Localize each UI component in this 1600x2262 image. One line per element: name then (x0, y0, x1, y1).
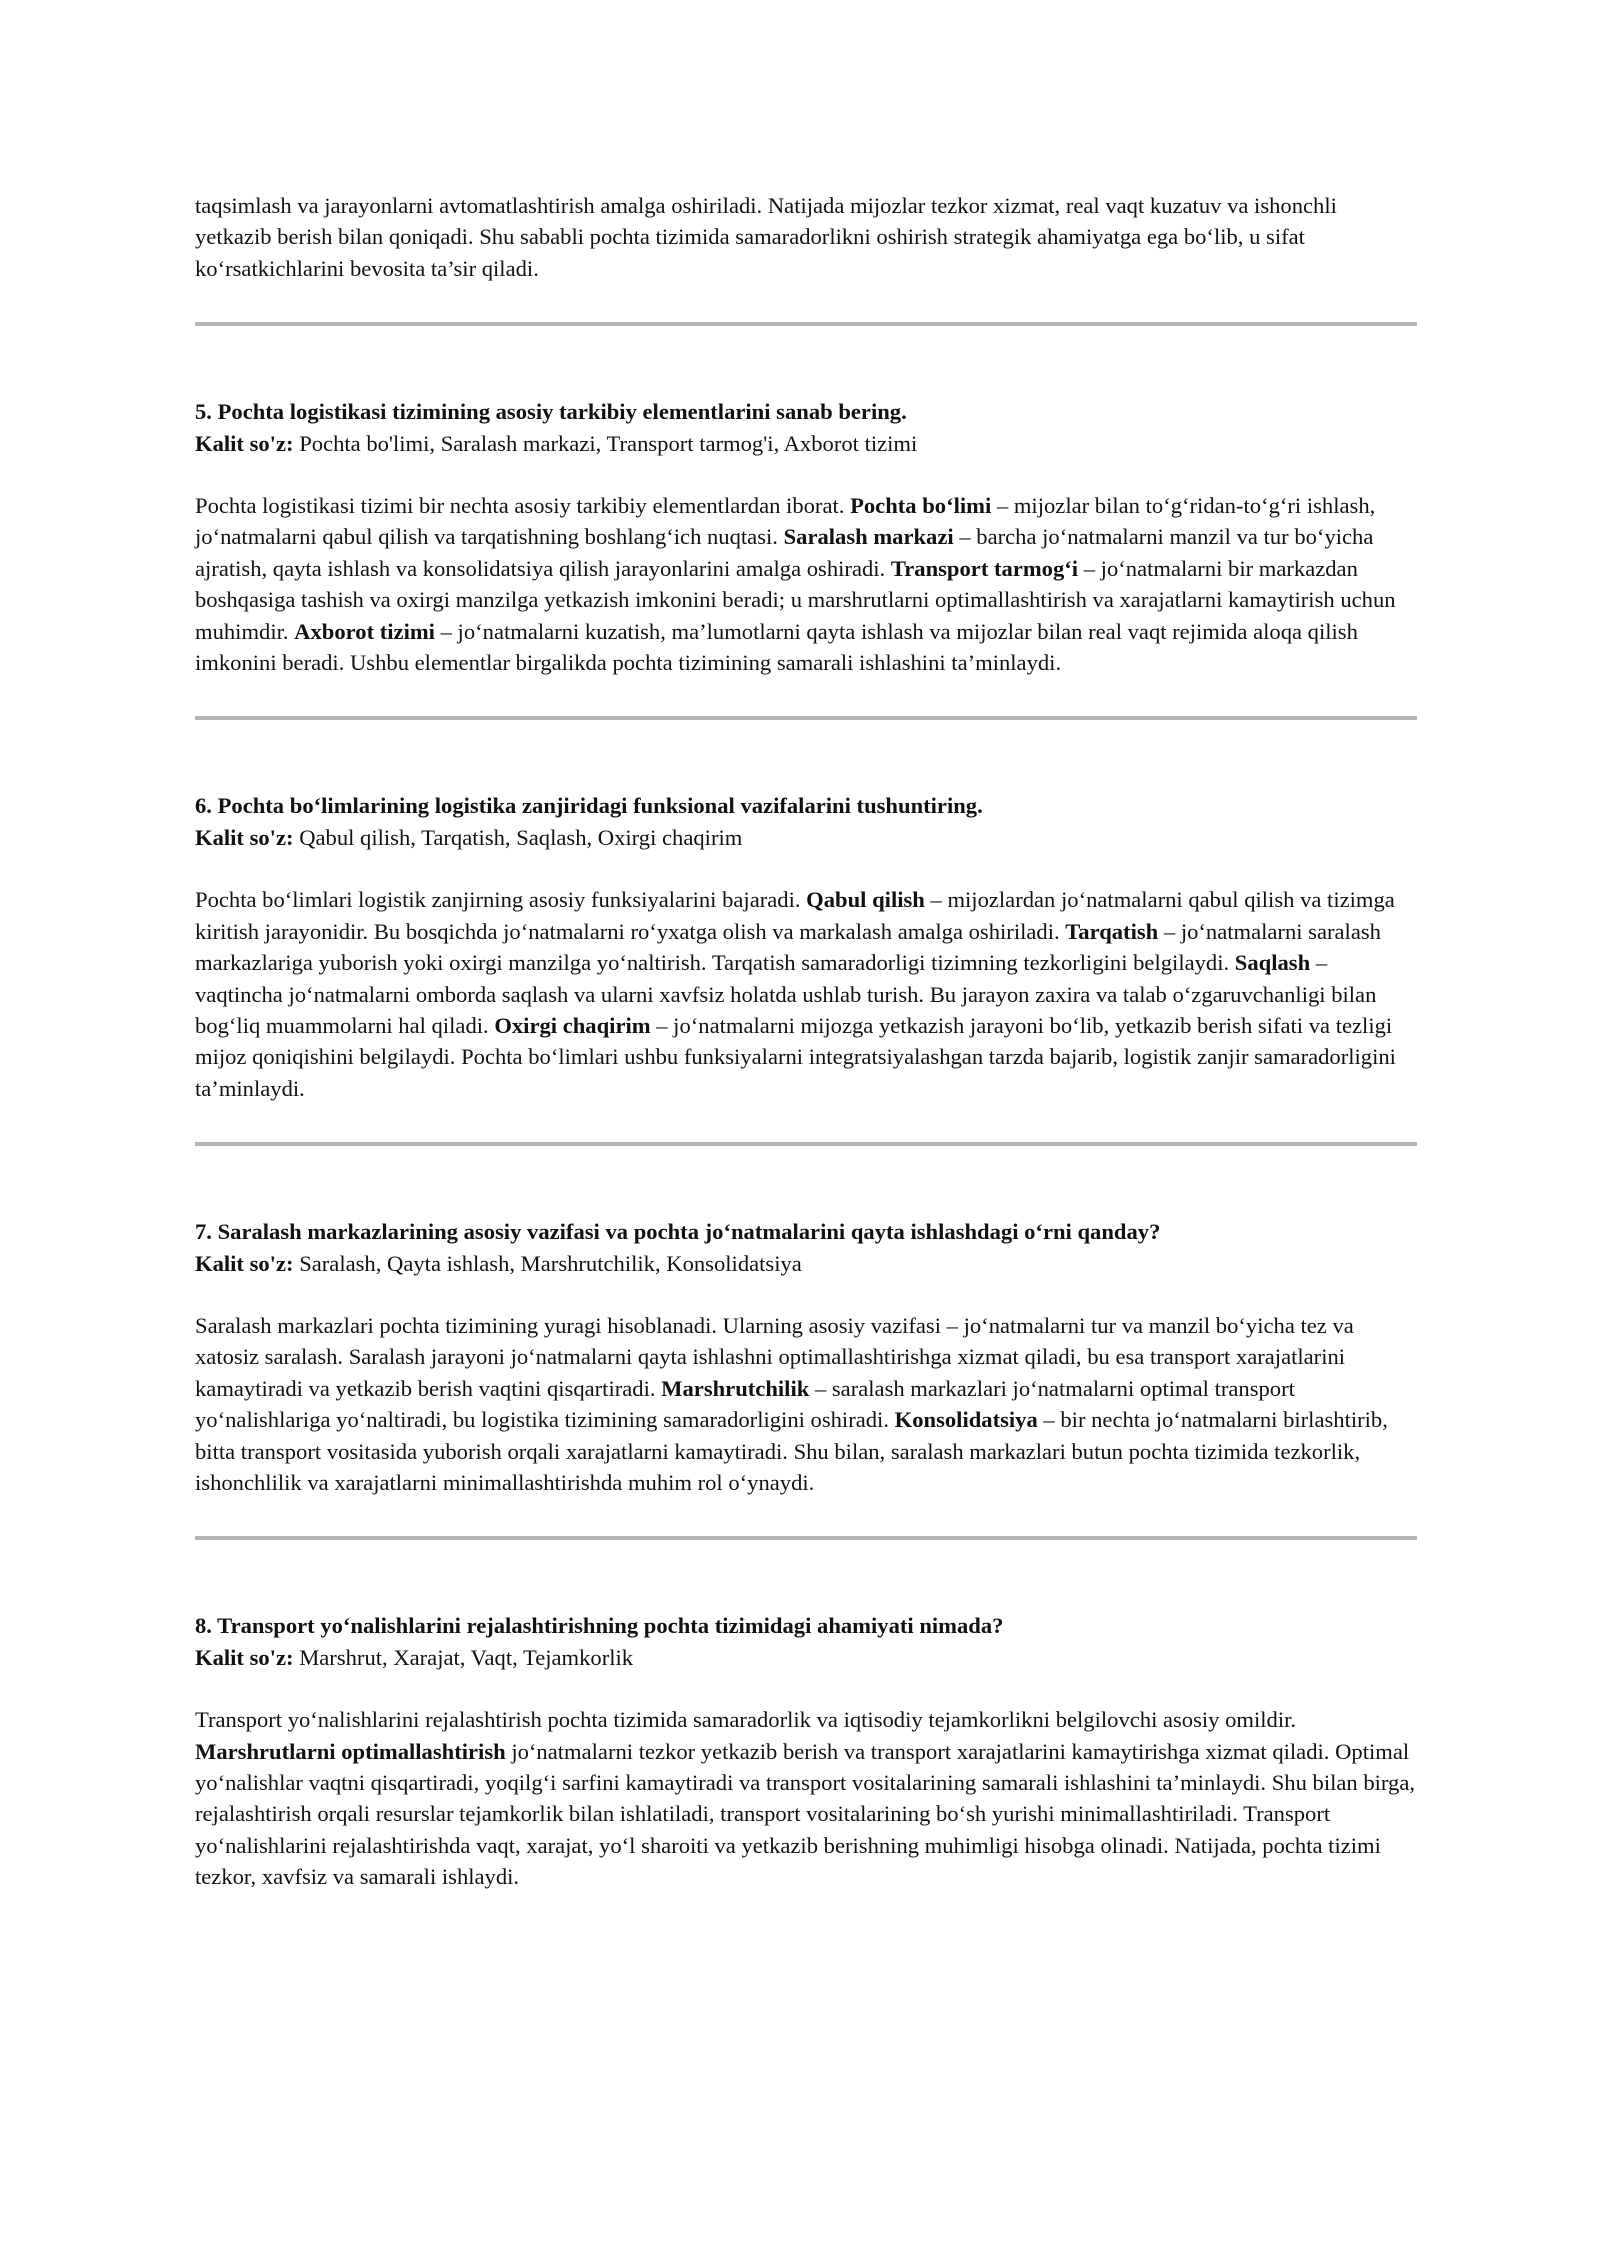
section-divider (195, 1536, 1417, 1540)
question-section-6 (195, 790, 1417, 1104)
question-title: 5. Pochta logistikasi tizimining asosiy tarkibiy elementlarini sanab bering. (195, 399, 907, 425)
answer-term: Saqlash (1234, 950, 1311, 976)
answer-text: – jo‘natmalarni bir markazdan boshqasiga tashish va oxirgi manzilga yetkazish imkonini beradi; u marshrutlarni optimallashtirish va xarajatlarni kamaytirish uchun muhimdir. (195, 555, 1396, 644)
section-divider (195, 716, 1417, 720)
answer-term: Marshrutlarni optimallashtirish (195, 1738, 506, 1764)
answer-paragraph (195, 490, 1417, 678)
question-section-5 (195, 396, 1417, 678)
answer-text: – jo‘natmalarni kuzatish, ma’lumotlarni qayta ishlash va mijozlar bilan real vaqt rejimida aloqa qilish imkonini beradi. Ushbu elementlar birgalikda pochta tizimining samarali ishlashini ta’minlaydi. (195, 618, 1358, 676)
question-section-8 (195, 1610, 1417, 1892)
question-title: 6. Pochta bo‘limlarining logistika zanjiridagi funksional vazifalarini tushuntiring. (195, 793, 983, 819)
answer-term: Transport tarmog‘i (890, 555, 1079, 581)
intro-paragraph: taqsimlash va jarayonlarni avtomatlashtirish amalga oshiriladi. Natijada mijozlar tezkor xizmat, real vaqt kuzatuv va ishonchli yetkazib berish bilan qoniqadi. Shu sababli pochta tizimida samaradorlikni oshirish strategik ahamiyatga ega bo‘lib, u sifat ko‘rsatkichlarini bevosita ta’sir qiladi. (195, 193, 1337, 281)
answer-text: – mijozlardan jo‘natmalarni qabul qilish va tizimga kiritish jarayonidir. Bu bosqichda jo‘natmalarni ro‘yxatga olish va markalash amalga oshiriladi. (195, 887, 1395, 944)
question-section-7 (195, 1216, 1417, 1498)
answer-paragraph (195, 884, 1417, 1104)
keywords-label: Kalit so'z: (195, 1644, 294, 1670)
answer-text: – jo‘natmalarni mijozga yetkazish jarayoni bo‘lib, yetkazib berish sifati va tezligi mijoz qoniqishini belgilaydi. Pochta bo‘limlari ushbu funksiyalarni integratsiyalashgan tarzda bajarib, logistik zanjir samaradorligini ta’minlaydi. (195, 1012, 1396, 1101)
keywords-label: Kalit so'z: (195, 824, 294, 850)
answer-text: – mijozlar bilan to‘g‘ridan-to‘g‘ri ishlash, jo‘natmalarni qabul qilish va tarqatishning boshlang‘ich nuqtasi. (195, 493, 1376, 550)
answer-term: Qabul qilish (806, 887, 925, 913)
answer-text: Pochta logistikasi tizimi bir nechta asosiy tarkibiy elementlardan iborat. (195, 493, 851, 519)
keywords-label: Kalit so'z: (195, 1250, 294, 1276)
keywords-value: Qabul qilish, Tarqatish, Saqlash, Oxirgi chaqirim (299, 824, 743, 850)
answer-text: – bir nechta jo‘natmalarni birlashtirib, bitta transport vositasida yuborish orqali xarajatlarni kamaytiradi. Shu bilan, saralash markazlari butun pochta tizimida tezkorlik, ishonchlilik va xarajatlarni minimallashtirishda muhim rol o‘ynaydi. (195, 1407, 1388, 1495)
keywords-value: Saralash, Qayta ishlash, Marshrutchilik, Konsolidatsiya (299, 1250, 802, 1276)
answer-text: – vaqtincha jo‘natmalarni omborda saqlash va ularni xavfsiz holatda ushlab turish. Bu jarayon zaxira va talab o‘zgaruvchanligi bilan bog‘liq muammolarni hal qiladi. (195, 950, 1377, 1038)
question-title: 8. Transport yo‘nalishlarini rejalashtirishning pochta tizimidagi ahamiyati nimada? (195, 1613, 1004, 1639)
keywords-line (195, 428, 1417, 459)
document-page (195, 190, 1417, 1893)
section-divider (195, 322, 1417, 326)
answer-text: – saralash markazlari jo‘natmalarni optimal transport yo‘nalishlariga yo‘naltiradi, bu logistika tizimining samaradorligini oshiradi. (195, 1375, 1295, 1433)
answer-term: Tarqatish (1065, 918, 1159, 944)
keywords-line (195, 1248, 1417, 1279)
answer-text: – barcha jo‘natmalarni manzil va tur bo‘yicha ajratish, qayta ishlash va konsolidatsiya qilish jarayonlarini amalga oshiradi. (195, 524, 1374, 581)
answer-text: – jo‘natmalarni saralash markazlariga yuborish yoki oxirgi manzilga yo‘naltirish. Tarqatish samaradorligi tizimning tezkorligini belgilaydi. (195, 918, 1381, 976)
answer-text: jo‘natmalarni tezkor yetkazib berish va transport xarajatlarini kamaytirishga xizmat qiladi. Optimal yo‘nalishlar vaqtni qisqartiradi, yoqilg‘i sarfini kamaytiradi va transport vositalarining samarali ishlashini ta’minlaydi. Shu bilan birga, rejalashtirish orqali resurslar tejamkorlik bilan ishlatiladi, transport vositalarining bo‘sh yurishi minimallashtiriladi. Transport yo‘nalishlarini rejalashtirishda vaqt, xarajat, yo‘l sharoiti va yetkazib berishning muhimligi hisobga olinadi. Natijada, pochta tizimi tezkor, xavfsiz va samarali ishlaydi. (195, 1738, 1416, 1890)
answer-term: Pochta bo‘limi (850, 493, 992, 519)
answer-term: Marshrutchilik (661, 1375, 810, 1401)
keywords-value: Pochta bo'limi, Saralash markazi, Transport tarmog'i, Axborot tizimi (299, 430, 918, 456)
keywords-line (195, 822, 1417, 853)
answer-text: Saralash markazlari pochta tizimining yuragi hisoblanadi. Ularning asosiy vazifasi – jo‘natmalarni tur va manzil bo‘yicha tez va xatosiz saralash. Saralash jarayoni jo‘natmalarni qayta ishlashni optimallashtirishga xizmat qiladi, bu esa transport xarajatlarini kamaytiradi va yetkazib berish vaqtini qisqartiradi. (195, 1312, 1354, 1401)
answer-term: Axborot tizimi (294, 618, 435, 644)
answer-term: Konsolidatsiya (894, 1407, 1038, 1433)
answer-paragraph (195, 1310, 1417, 1498)
answer-paragraph (195, 1704, 1417, 1892)
answer-term: Oxirgi chaqirim (494, 1012, 651, 1038)
keywords-value: Marshrut, Xarajat, Vaqt, Tejamkorlik (299, 1644, 634, 1670)
answer-text: Pochta bo‘limlari logistik zanjirning asosiy funksiyalarini bajaradi. (195, 887, 807, 913)
section-divider (195, 1142, 1417, 1146)
keywords-line (195, 1642, 1417, 1673)
question-title: 7. Saralash markazlarining asosiy vazifasi va pochta jo‘natmalarini qayta ishlashdagi o‘rni qanday? (195, 1219, 1161, 1245)
answer-text: Transport yo‘nalishlarini rejalashtirish pochta tizimida samaradorlik va iqtisodiy tejamkorlikni belgilovchi asosiy omildir. (195, 1707, 1297, 1733)
answer-term: Saralash markazi (783, 524, 954, 550)
keywords-label: Kalit so'z: (195, 430, 294, 456)
